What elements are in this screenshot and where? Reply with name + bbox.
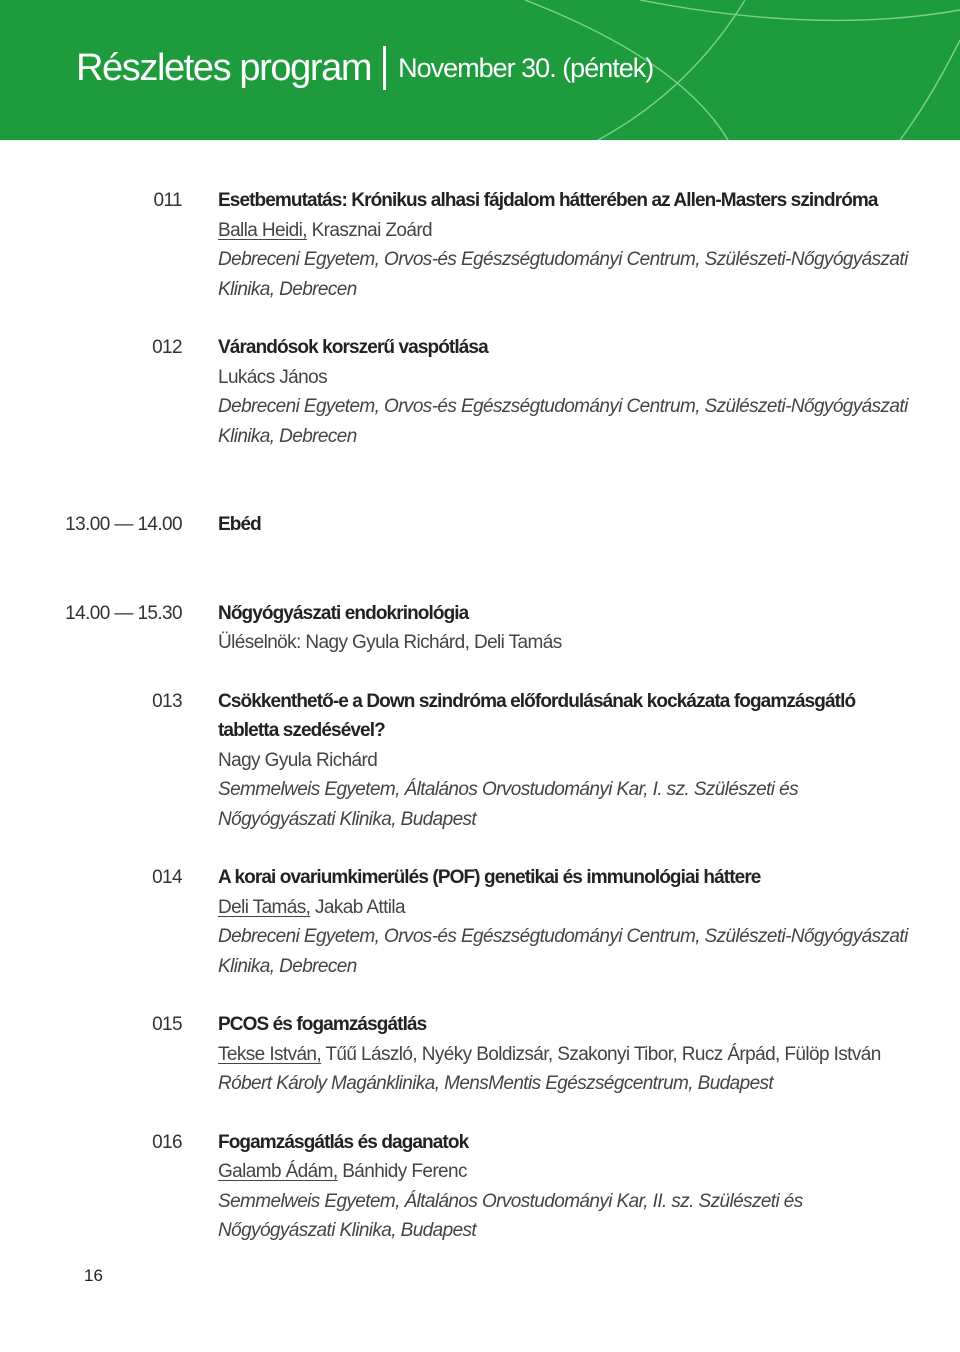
session-title: Nőgyógyászati endokrinológia — [218, 602, 469, 624]
talk-title: Várandósok korszerű vaspótlása — [218, 337, 488, 358]
talk-number: 014 — [152, 867, 182, 888]
coauthors: Jakab Attila — [310, 896, 405, 918]
talk-authors: Nagy Gyula Richárd — [218, 749, 378, 771]
coauthors: Tűű László, Nyéky Boldizsár, Szakonyi Tibor, Rucz Árpád, Fülöp István — [321, 1043, 881, 1065]
title-separator — [383, 46, 386, 90]
talk-affiliation: Semmelweis Egyetem, Általános Orvostudományi Kar, I. sz. Szülészeti és Nőgyógyászati Klinika, Budapest — [218, 779, 798, 830]
talk-013 — [0, 687, 960, 835]
session-header — [0, 599, 960, 658]
talk-015 — [0, 1010, 960, 1099]
lunch-break — [0, 510, 960, 540]
talk-number: 012 — [152, 337, 182, 358]
talk-011 — [0, 186, 960, 304]
talk-title: Fogamzásgátlás és daganatok — [218, 1131, 469, 1153]
talk-affiliation: Debreceni Egyetem, Orvos-és Egészségtudományi Centrum, Szülészeti-Nőgyógyászati Klinika, Debrecen — [218, 396, 908, 447]
lunch-time: 13.00 — 14.00 — [65, 514, 182, 535]
talk-number: 013 — [152, 690, 182, 712]
program-content — [0, 186, 960, 1246]
talk-authors: Lukács János — [218, 366, 327, 388]
talk-authors — [218, 893, 908, 923]
talk-authors — [218, 1157, 908, 1187]
coauthors: Krasznai Zoárd — [306, 219, 433, 241]
session-time: 14.00 — 15.30 — [65, 602, 182, 624]
presenter: Tekse István, — [218, 1043, 322, 1065]
talk-number: 011 — [153, 190, 182, 211]
talk-title: A korai ovariumkimerülés (POF) genetikai és immunológiai háttere — [218, 867, 761, 888]
title-date: November 30. (péntek) — [398, 52, 654, 83]
talk-title: Esetbemutatás: Krónikus alhasi fájdalom hátterében az Allen-Masters szindróma — [218, 190, 878, 211]
talk-014 — [0, 863, 960, 981]
title-main: Részletes program — [76, 46, 372, 89]
lunch-title: Ebéd — [218, 514, 261, 535]
talk-number: 015 — [152, 1014, 182, 1035]
talk-title: PCOS és fogamzásgátlás — [218, 1014, 427, 1035]
presenter: Deli Tamás, — [218, 896, 311, 918]
talk-affiliation: Róbert Károly Magánklinika, MensMentis Egészségcentrum, Budapest — [218, 1073, 774, 1094]
talk-title: Csökkenthető-e a Down szindróma előfordulásának kockázata fogamzásgátló tabletta szedésével? — [218, 690, 856, 741]
talk-affiliation: Semmelweis Egyetem, Általános Orvostudományi Kar, II. sz. Szülészeti és Nőgyógyászati Klinika, Budapest — [218, 1190, 803, 1241]
page-title — [76, 38, 653, 98]
talk-authors — [218, 1040, 908, 1070]
talk-affiliation: Debreceni Egyetem, Orvos-és Egészségtudományi Centrum, Szülészeti-Nőgyógyászati Klinika, Debrecen — [218, 249, 908, 300]
session-chairs: Üléselnök: Nagy Gyula Richárd, Deli Tamás — [218, 632, 562, 653]
header-banner — [0, 0, 960, 140]
talk-012 — [0, 333, 960, 451]
coauthors: Bánhidy Ferenc — [337, 1161, 467, 1182]
talk-016 — [0, 1128, 960, 1246]
page-number: 16 — [84, 1266, 103, 1285]
presenter: Galamb Ádám, — [218, 1161, 338, 1182]
talk-affiliation: Debreceni Egyetem, Orvos-és Egészségtudományi Centrum, Szülészeti-Nőgyógyászati Klinika, Debrecen — [218, 926, 908, 977]
talk-number: 016 — [152, 1131, 182, 1153]
talk-authors — [218, 216, 908, 246]
presenter: Balla Heidi, — [218, 219, 307, 241]
